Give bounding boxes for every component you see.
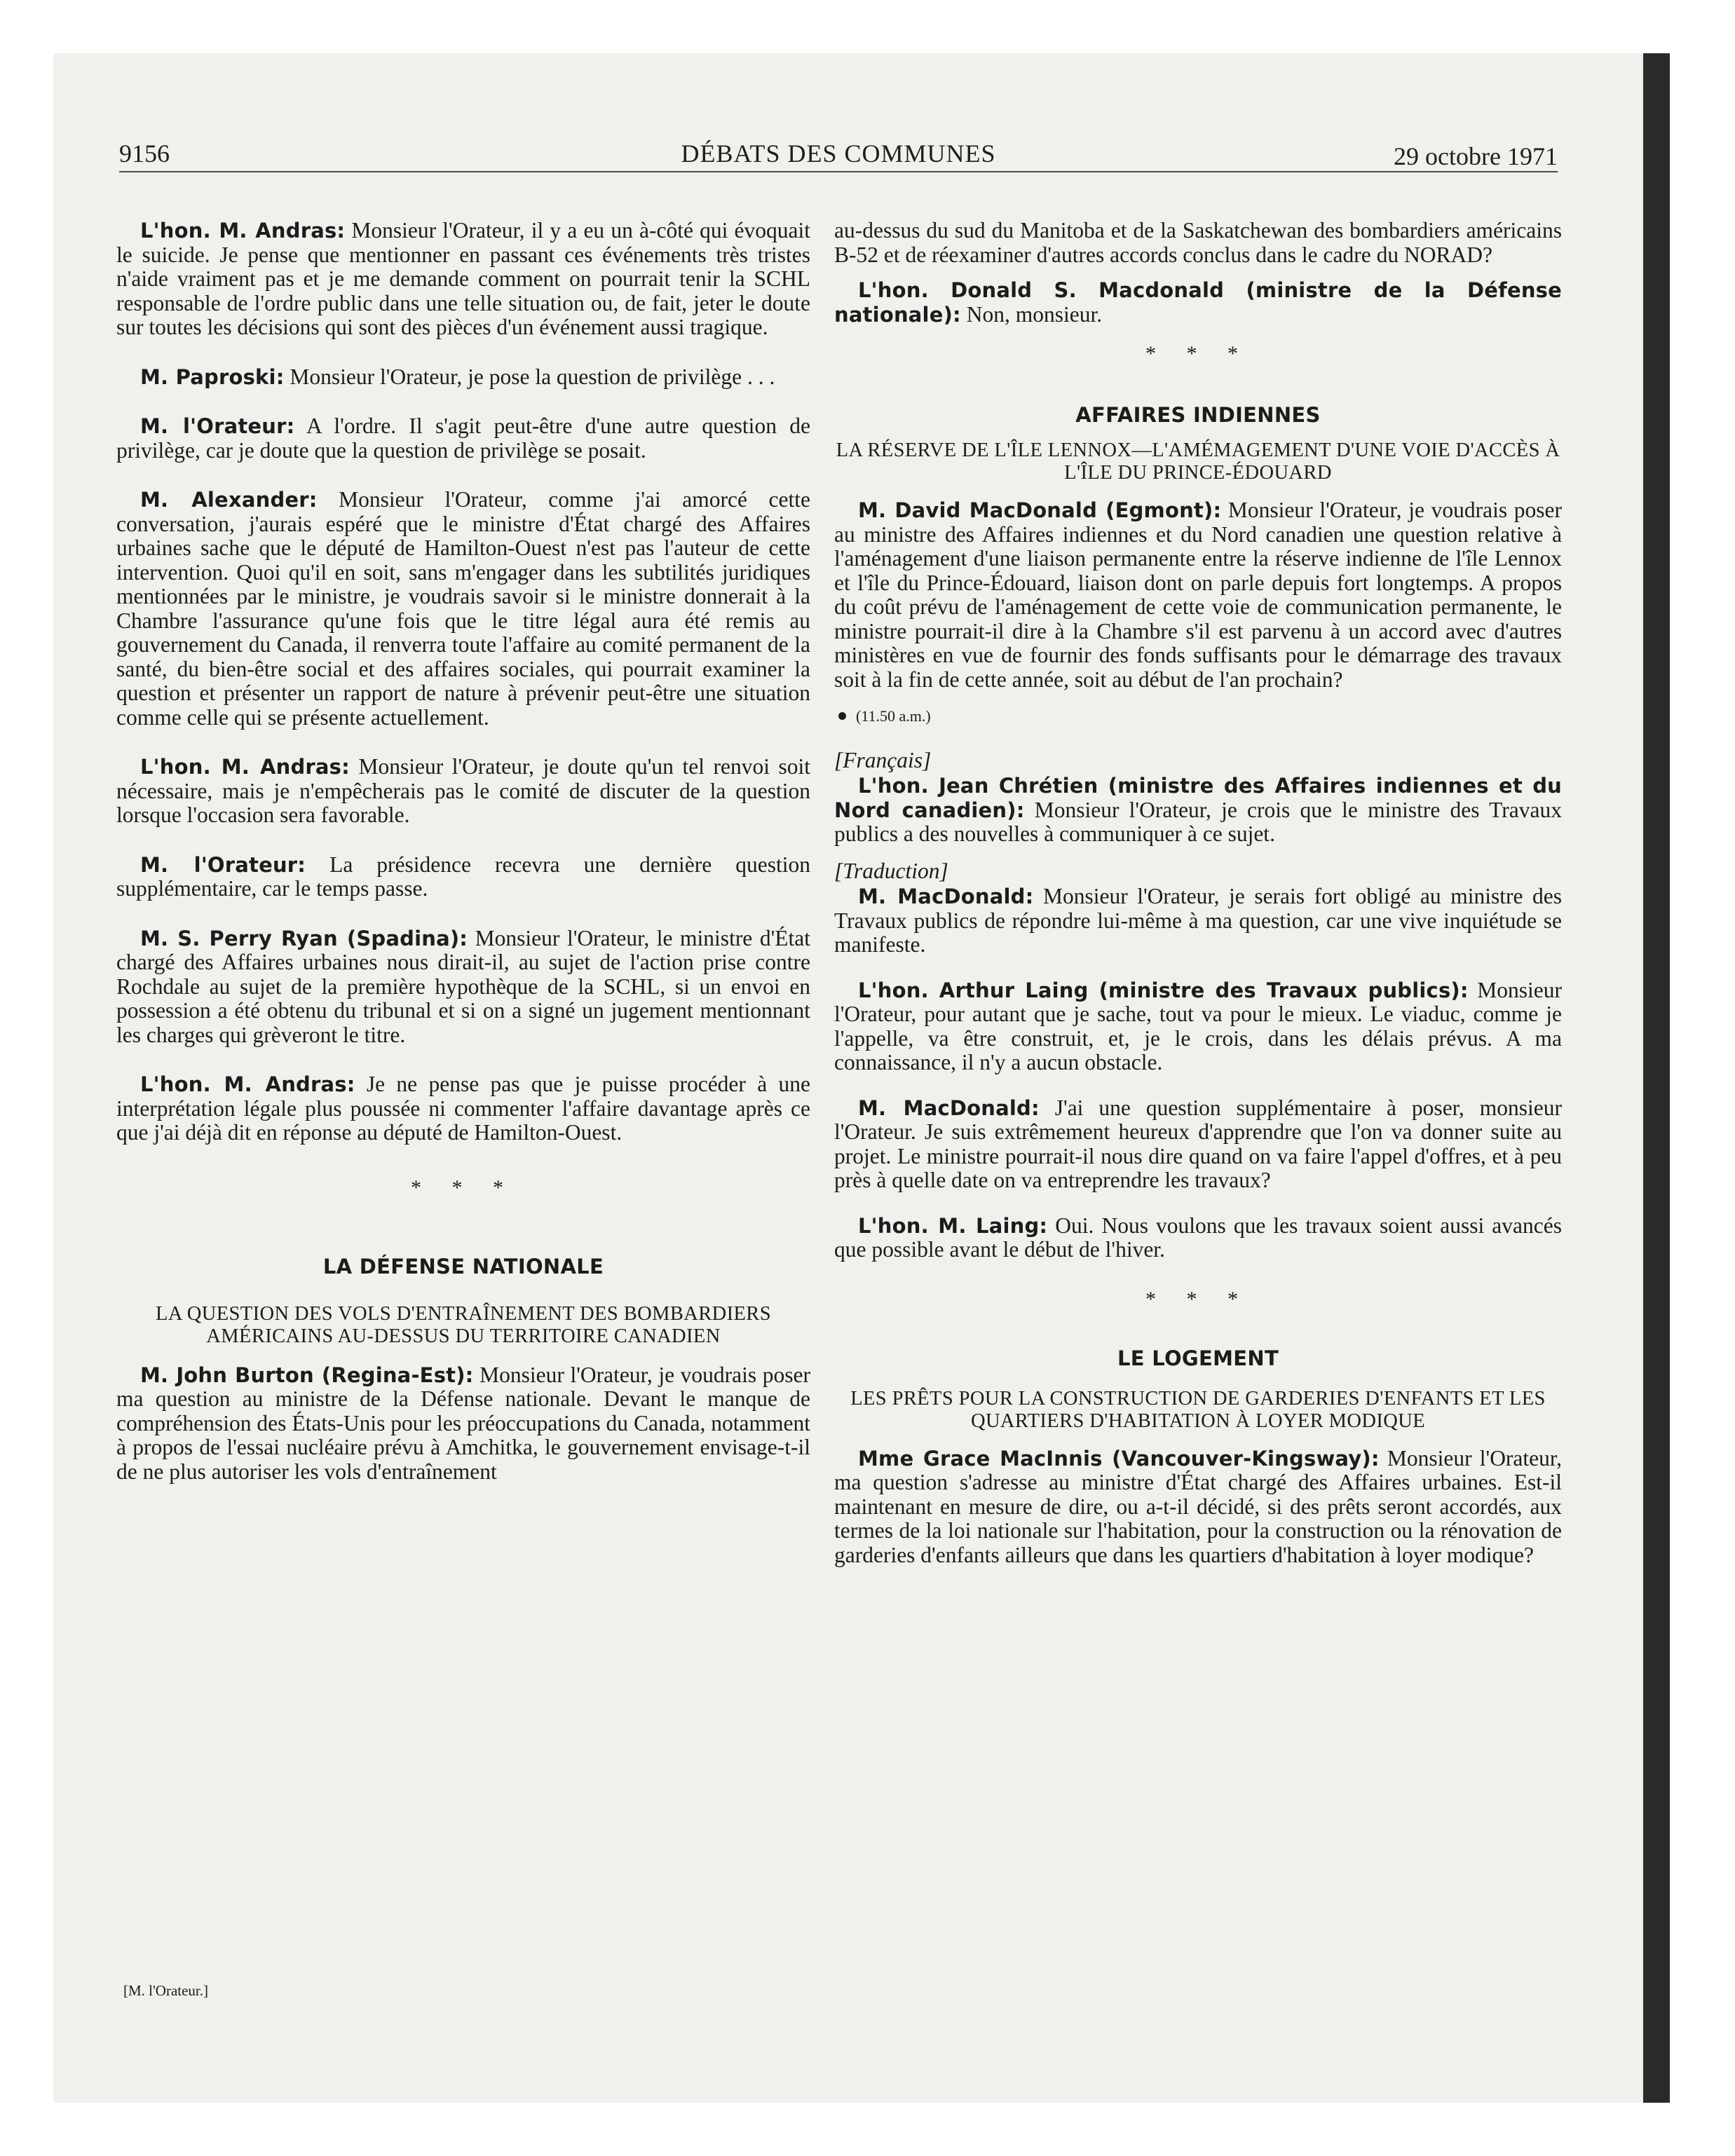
speaker-name: L'hon. M. Andras: [140, 755, 350, 779]
speech-text: Monsieur l'Orateur, pour autant que je sache, tout va pour le mieux. Le viaduc, comme je l'appelle, va être construit, et, je le crois, dans les délais prévus. A ma connaissance, il n'y a aucun obstacle. [834, 977, 1562, 1074]
speech-text: Monsieur l'Orateur, il y a eu un à-côté qui évoquait le suicide. Je pense que mentionner en passant ces événements très tristes n'aide vraiment pas et je me demande comment on pourrait tenir la SCHL responsable de l'ordre public dans une telle situation ou, de fait, jeter le doute sur toutes les décisions qui sont des pièces d'un événement aussi tragique. [116, 218, 811, 339]
language-marker: [Traduction] [834, 858, 948, 883]
speech-text: J'ai une question supplémentaire à poser, monsieur l'Orateur. Je suis extrêmement heureux d'apprendre que l'on va donner suite au projet. Le ministre pourrait-il nous dire quand on va faire l'appel d'offres, et à peu près à quelle date on va entreprendre les travaux? [834, 1095, 1562, 1192]
page-header [119, 139, 1558, 170]
speech-text: Monsieur l'Orateur, je serais fort obligé au ministre des Travaux publics de répondre lui-même à ma question, car une vive inquiétude se manifeste. [834, 884, 1562, 957]
speaker-name: M. l'Orateur: [140, 414, 295, 438]
speech-paragraph [116, 1072, 810, 1145]
section-separator: * * * [1145, 342, 1251, 365]
speech-paragraph [834, 978, 1562, 1075]
speech-paragraph [834, 774, 1562, 847]
speaker-name: Mme Grace MacInnis (Vancouver-Kingsway): [858, 1446, 1380, 1471]
speech-paragraph [116, 365, 810, 390]
section-separator: * * * [411, 1175, 516, 1199]
speaker-name: L'hon. M. Andras: [140, 219, 346, 243]
speaker-name: M. Alexander: [140, 488, 318, 512]
speaker-name: L'hon. M. Andras: [140, 1072, 355, 1096]
left-column [116, 219, 810, 1484]
speaker-name: M. MacDonald: [858, 885, 1034, 908]
speech-paragraph [116, 219, 810, 340]
speaker-name: M. MacDonald: [858, 1096, 1040, 1120]
right-column [834, 219, 1562, 1567]
speech-paragraph [116, 927, 810, 1048]
speech-paragraph [834, 1447, 1562, 1568]
footer-note: [M. l'Orateur.] [123, 1982, 208, 1999]
speaker-name: L'hon. Donald S. Macdonald (ministre de la Défense nationale): [834, 278, 1562, 327]
speaker-name: L'hon. Arthur Laing (ministre des Travaux publics): [858, 978, 1469, 1002]
speaker-name: M. S. Perry Ryan (Spadina): [140, 926, 468, 950]
timestamp: (11.50 a.m.) [838, 704, 1562, 729]
header-rule [119, 171, 1558, 172]
section-heading: LA DÉFENSE NATIONALE [322, 1255, 604, 1278]
speaker-name: M. David MacDonald (Egmont): [858, 498, 1222, 522]
page-date: 29 octobre 1971 [1394, 142, 1558, 170]
scan-edge-shadow [1643, 53, 1670, 2103]
speech-paragraph [834, 1096, 1562, 1193]
speech-text: Monsieur l'Orateur, je doute qu'un tel renvoi soit nécessaire, mais je n'empêcherais pas le comité de discuter de la question lorsque l'occasion sera favorable. [116, 754, 810, 827]
section-heading: AFFAIRES INDIENNES [1075, 402, 1321, 427]
speech-paragraph [116, 488, 810, 730]
journal-title: DÉBATS DES COMMUNES [681, 139, 996, 168]
speech-text: Je ne pense pas que je puisse procéder à une interprétation légale plus poussée ni commenter l'affaire davantage après ce que j'ai déjà dit en réponse au député de Hamilton-Ouest. [116, 1072, 811, 1145]
speaker-name: L'hon. M. Laing: [858, 1213, 1048, 1238]
speech-paragraph [834, 1214, 1562, 1262]
section-heading: LE LOGEMENT [1117, 1346, 1279, 1370]
speech-continuation: au-dessus du sud du Manitoba et de la Saskatchewan des bombardiers américains B-52 et de réexaminer d'autres accords conclus dans le cadre du NORAD? [834, 218, 1562, 267]
speech-paragraph [116, 1363, 810, 1485]
speech-paragraph [116, 755, 810, 828]
speech-text: Monsieur l'Orateur, le ministre d'État chargé des Affaires urbaines nous dirait-il, au sujet de l'action prise contre Rochdale au sujet de la première hypothèque de la SCHL, si un envoi en possession a été obtenu du tribunal et si on a signé un jugement mentionnant les charges qui grèveront le titre. [116, 925, 810, 1047]
speech-text: Monsieur l'Orateur, je voudrais poser ma question au ministre de la Défense nationale. Devant le manque de compréhension des États-Unis pour les préoccupations du Canada, notamment à propos de l'essai nucléaire prévu à Amchitka, le gouvernement envisage-t-il de ne plus autoriser les vols d'entraînement [116, 1362, 810, 1484]
speech-text: A l'ordre. Il s'agit peut-être d'une autre question de privilège, car je doute que la question de privilège se posait. [116, 414, 810, 463]
speaker-name: L'hon. Jean Chrétien (ministre des Affaires indiennes et du Nord canadien): [834, 774, 1562, 822]
speech-text: La présidence recevra une dernière question supplémentaire, car le temps passe. [116, 852, 810, 901]
speech-text: Monsieur l'Orateur, je crois que le ministre des Travaux publics a des nouvelles à communiquer à ce sujet. [834, 797, 1562, 846]
section-separator: * * * [1145, 1287, 1251, 1311]
section-subheading: LES PRÊTS POUR LA CONSTRUCTION DE GARDERIES D'ENFANTS ET LES QUARTIERS D'HABITATION À LOYER MODIQUE [850, 1387, 1546, 1432]
page-number: 9156 [119, 139, 170, 168]
section-subheading: LA RÉSERVE DE L'ÎLE LENNOX—L'AMÉMAGEMENT D'UNE VOIE D'ACCÈS À L'ÎLE DU PRINCE-ÉDOUARD [836, 439, 1560, 484]
speech-text: Monsieur l'Orateur, comme j'ai amorcé cette conversation, j'aurais espéré que le ministre d'État chargé des Affaires urbaines sache que le député de Hamilton-Ouest n'est pas l'auteur de cette intervention. Quoi qu'il en soit, sans m'engager dans les subtilités juridiques mentionnées par le ministre, je voudrais savoir si le ministre donnerait à la Chambre l'assurance qu'une fois que le titre légal aura été remis au gouvernement du Canada, il renverra toute l'affaire au comité permanent de la santé, du bien-être social et des affaires sociales, qui pourrait examiner la question et présenter un rapport de nature à prévenir peut-être une situation comme celle qui se présente actuellement. [116, 487, 811, 730]
language-marker: [Français] [834, 747, 932, 772]
speaker-name: M. John Burton (Regina-Est): [140, 1363, 474, 1387]
speech-paragraph [116, 414, 810, 463]
speaker-name: M. l'Orateur: [140, 852, 306, 877]
speech-text: Oui. Nous voulons que les travaux soient aussi avancés que possible avant le début de l'hiver. [834, 1213, 1562, 1262]
speech-text: Monsieur l'Orateur, je pose la question de privilège . . . [284, 364, 775, 389]
speech-paragraph [834, 498, 1562, 692]
bullet-icon [838, 712, 846, 720]
speech-text: Monsieur l'Orateur, je voudrais poser au ministre des Affaires indiennes et du Nord canadien une question relative à l'aménagement d'une liaison permanente entre la réserve indienne de l'île Lennox et l'île du Prince-Édouard, liaison dont on parle depuis fort longtemps. A propos du coût prévu de l'aménagement de cette voie de communication permanente, le ministre pourrait-il dire à la Chambre s'il est parvenu à un accord avec d'autres ministères en vue de fournir des fonds suffisants pour le démarrage des travaux soit à la fin de cette année, soit au début de l'an prochain? [834, 498, 1563, 692]
speech-paragraph [834, 278, 1562, 327]
speech-text: Monsieur l'Orateur, ma question s'adresse au ministre d'État chargé des Affaires urbaines. Est-il maintenant en mesure de dire, ou a-t-il décidé, si des prêts seront accordés, aux termes de la loi nationale sur l'habitation, pour la construction ou la rénovation de garderies d'enfants ailleurs que dans les quartiers d'habitation à loyer modique? [834, 1445, 1562, 1567]
speech-text: Non, monsieur. [960, 301, 1103, 327]
section-subheading: LA QUESTION DES VOLS D'ENTRAÎNEMENT DES BOMBARDIERS AMÉRICAINS AU-DESSUS DU TERRITOIRE CANADIEN [156, 1302, 771, 1347]
speech-paragraph [834, 885, 1562, 957]
speaker-name: M. Paproski: [140, 364, 285, 389]
speech-paragraph [116, 853, 810, 901]
